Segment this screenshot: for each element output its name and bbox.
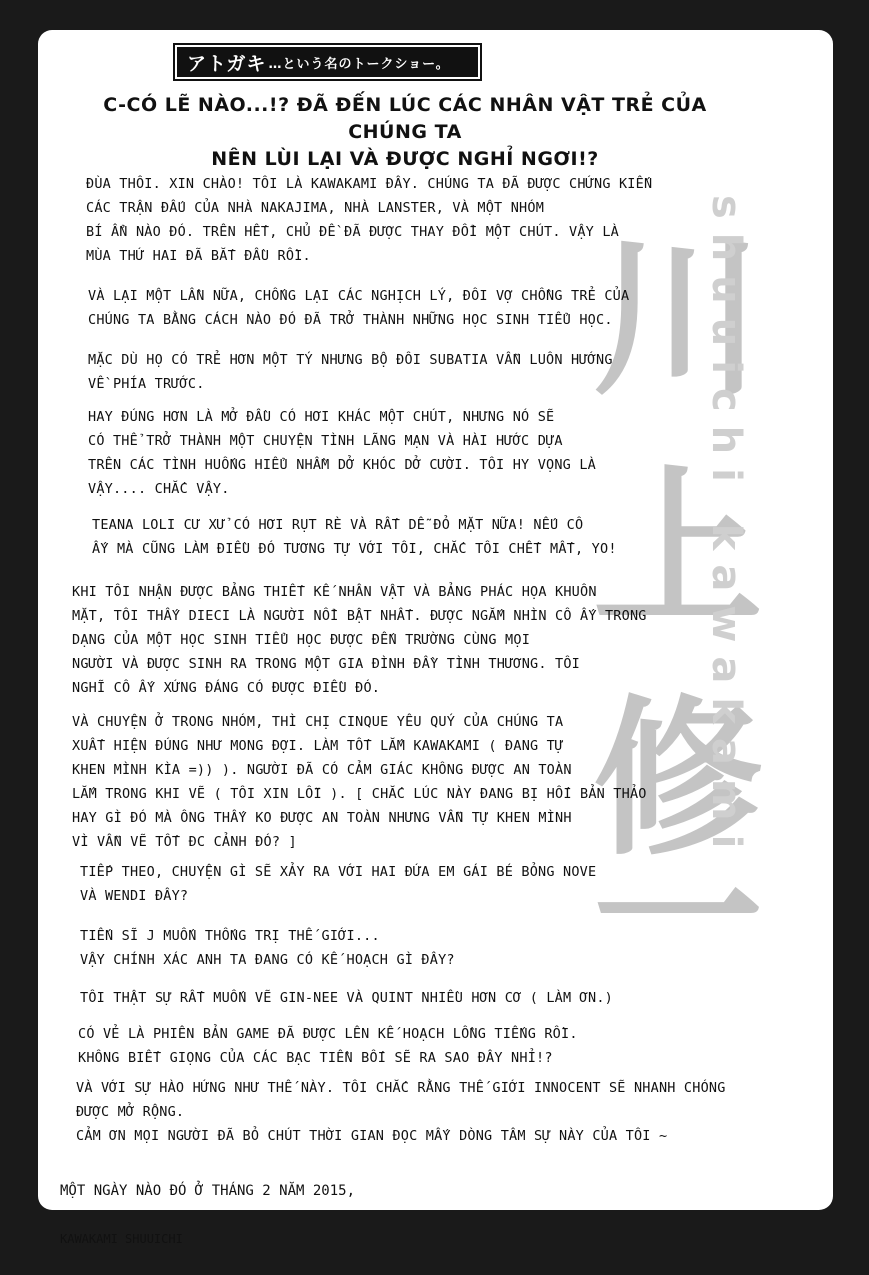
page-title [95,92,715,173]
paragraph-1: ĐÙA THÔI. XIN CHÀO! TÔI LÀ KAWAKAMI ĐÂY. CHÚNG TA ĐÃ ĐƯỢC CHỨNG KIẾN CÁC TRẬN ĐẤU CỦA NHÀ NAKAJIMA, NHÀ LANSTER, VÀ MỘT NHÓM BÍ ẨN NÀO ĐÓ. TRÊN HẾT, CHỦ ĐỀ ĐÃ ĐƯỢC THAY ĐỔI MỘT CHÚT. VẬY LÀ MÙA THỨ HAI ĐÃ BẮT ĐẦU RỒI. [86,176,653,264]
paragraph-10: TÔI THẬT SỰ RẤT MUỐN VẼ GIN-NEE VÀ QUINT NHIỀU HƠN CƠ ( LÀM ƠN.) [80,990,613,1006]
paragraph-5: TEANA LOLI CƯ XỬ CÓ HƠI RỤT RÈ VÀ RẤT DỄ ĐỎ MẶT NỮA! NẾU CÔ ẤY MÀ CŨNG LÀM ĐIỀU ĐÓ TƯƠNG TỰ VỚI TÔI, CHẮC TÔI CHẾT MẤT, YO! [92,517,617,557]
paragraph-2: VÀ LẠI MỘT LẦN NỮA, CHỐNG LẠI CÁC NGHỊCH LÝ, ĐÔI VỢ CHỒNG TRẺ CỦA CHÚNG TA BẰNG CÁCH NÀO ĐÓ ĐÃ TRỞ THÀNH NHỮNG HỌC SINH TIỂU HỌC. [88,288,630,328]
signature-block [60,1155,355,1275]
paragraph-9: TIẾN SĨ J MUỐN THỐNG TRỊ THẾ GIỚI... VẬY CHÍNH XÁC ANH TA ĐANG CÓ KẾ HOẠCH GÌ ĐÂY? [80,928,455,968]
header-sub: …という名のトークショー。 [268,56,450,72]
paragraph-8: TIẾP THEO, CHUYỆN GÌ SẼ XẢY RA VỚI HAI ĐỨA EM GÁI BÉ BỎNG NOVE VÀ WENDI ĐÂY? [80,864,597,904]
watermark-kanji-1: 川 [592,221,763,419]
header-main: アトガキ [187,52,267,75]
watermark-kanji-2: 上 [592,451,763,649]
signature-date: MỘT NGÀY NÀO ĐÓ Ở THÁNG 2 NĂM 2015, [60,1183,356,1199]
paragraph-4: HAY ĐÚNG HƠN LÀ MỞ ĐẦU CÓ HƠI KHÁC MỘT CHÚT, NHƯNG NÓ SẼ CÓ THỂ TRỞ THÀNH MỘT CHUYỆN TÌNH LÃNG MẠN VÀ HÀI HƯỚC DỰA TRÊN CÁC TÌNH HUỐNG HIỂU NHẦM DỞ KHÓC DỞ CƯỜI. TÔI HY VỌNG LÀ VẬY.... CHẮC VẬY. [88,409,596,497]
paragraph-3: MẶC DÙ HỌ CÓ TRẺ HƠN MỘT TÝ NHƯNG BỘ ĐÔI SUBATIA VẪN LUÔN HƯỚNG VỀ PHÍA TRƯỚC. [88,352,613,392]
watermark-romaji: shuuichi kawakami [703,195,749,863]
title-line-1: C-CÓ LẼ NÀO...!? ĐÃ ĐẾN LÚC CÁC NHÂN VẬT TRẺ CỦA CHÚNG TA [103,94,707,143]
paragraph-7: VÀ CHUYỆN Ở TRONG NHÓM, THÌ CHỊ CINQUE YÊU QUÝ CỦA CHÚNG TA XUẤT HIỆN ĐÚNG NHƯ MONG ĐỢI. LÀM TỐT LẮM KAWAKAMI ( ĐANG TỰ KHEN MÌNH KÌA =)) ). NGƯỜI ĐÃ CÓ CẢM GIÁC KHÔNG ĐƯỢC AN TOÀN LẮM TRONG KHI VẼ ( TÔI XIN LỖI ). [ CHẮC LÚC NÀY ĐANG BỊ HỐI BẢN THẢO HAY GÌ ĐÓ MÀ ÔNG THẤY KO ĐƯỢC AN TOÀN NHƯNG VẪN TỰ KHEN MÌNH VÌ VẪN VẼ TỐT ĐC CẢNH ĐÓ? ] [72,714,647,850]
watermark-kanji-4: 一 [592,821,763,1019]
paragraph-12: VÀ VỚI SỰ HÀO HỨNG NHƯ THẾ NÀY. TÔI CHẮC RẰNG THẾ GIỚI INNOCENT SẼ NHANH CHÓNG ĐƯỢC MỞ RỘNG. CẢM ƠN MỌI NGƯỜI ĐÃ BỎ CHÚT THỜI GIAN ĐỌC MẤY DÒNG TÂM SỰ NÀY CỦA TÔI ~ [76,1080,726,1144]
title-line-2: NÊN LÙI LẠI VÀ ĐƯỢC NGHỈ NGƠI!? [211,148,599,170]
watermark-kanji-3: 修 [592,681,763,879]
afterword-header-tab [175,45,480,79]
paragraph-11: CÓ VẺ LÀ PHIÊN BẢN GAME ĐÃ ĐƯỢC LÊN KẾ HOẠCH LỒNG TIẾNG RỒI. KHÔNG BIẾT GIỌNG CỦA CÁC BẠC TIỀN BỐI SẼ RA SAO ĐÂY NHỈ!? [78,1026,578,1066]
signature-author: KAWAKAMI SHUUICHI [60,1232,183,1246]
paragraph-6: KHI TÔI NHẬN ĐƯỢC BẢNG THIẾT KẾ NHÂN VẬT VÀ BẢNG PHÁC HỌA KHUÔN MẶT, TÔI THẤY DIECI LÀ NGƯỜI NỔI BẬT NHẤT. ĐƯỢC NGẮM NHÌN CÔ ẤY TRONG DẠNG CỦA MỘT HỌC SINH TIỂU HỌC ĐƯỢC ĐẾN TRƯỜNG CÙNG MỌI NGƯỜI VÀ ĐƯỢC SINH RA TRONG MỘT GIA ĐÌNH ĐẦY TÌNH THƯƠNG. TÔI NGHĨ CÔ ẤY XỨNG ĐÁNG CÓ ĐƯỢC ĐIỀU ĐÓ. [72,584,647,696]
